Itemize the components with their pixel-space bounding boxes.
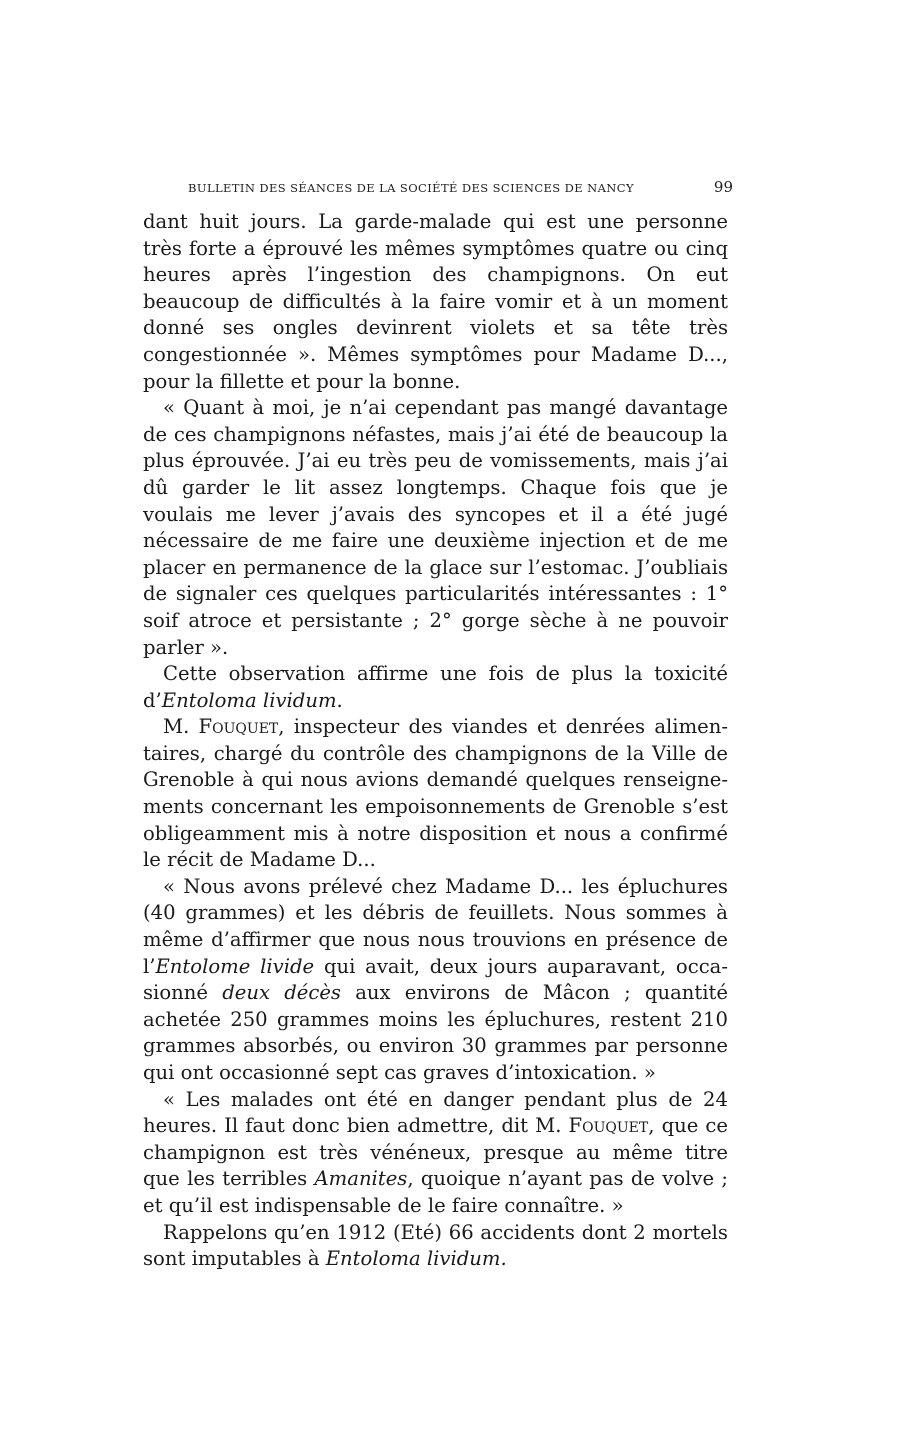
running-header [188, 178, 733, 196]
paragraph-3 [143, 661, 728, 714]
running-title: BULLETIN DES SÉANCES DE LA SOCIÉTÉ DES SCIENCES DE NANCY [188, 181, 634, 195]
paragraph-5-text-c: aux environs de Mâcon ; quantité achetée 250 grammes moins les épluchures, restent 210 grammes absorbés, ou environ 30 grammes par personne qui ont occasionné sept cas graves d’intoxication. » [143, 981, 728, 1084]
paragraph-6-text-a: « Les malades ont été en danger pendant plus de 24 heures. Il faut donc bien admettre, dit M. [143, 1087, 728, 1138]
paragraph-3-text: Cette observation affirme une fois de plus la toxicité d’ [143, 662, 728, 712]
paragraph-6-text-b: , que ce champignon est très vénéneux, presque au même titre que les terribles [143, 1114, 728, 1191]
page-body [143, 209, 728, 1273]
paragraph-4-text-a: M. [163, 715, 199, 739]
paragraph-4 [143, 714, 728, 874]
paragraph-6 [143, 1087, 728, 1220]
person-name-smallcaps: Fouquet [198, 715, 279, 739]
paragraph-4-text-b: , inspecteur des viandes et denrées alimentaires, chargé du contrôle des champignons de la Ville de Grenoble à qui nous avions demandé quelques renseignements concernant les empoisonnements de Grenoble s’est obligeamment mis à notre disposition et nous a confirmé le récit de Madame D... [143, 715, 728, 872]
paragraph-2-text: « Quant à moi, je n’ai cependant pas mangé davantage de ces champignons néfastes, mais j’ai été de beaucoup la plus éprouvée. J’ai eu très peu de vomissements, mais j’ai dû garder le lit assez longtemps. Chaque fois que je voulais me lever j’avais des syncopes et il a été jugé nécessaire de me faire une deuxième injection et de me placer en permanence de la glace sur l’estomac. J’oubliais de signaler ces quelques particularités intéressantes : 1° soif atroce et persistante ; 2° gorge sèche à ne pouvoir parler ». [143, 396, 728, 659]
paragraph-2 [143, 395, 728, 661]
species-name-italic: Entoloma lividum. [325, 1247, 507, 1271]
species-name-italic: Entoloma lividum. [161, 688, 343, 712]
emphasis-italic: deux décès [222, 981, 341, 1005]
paragraph-5-text-b: qui avait, deux jours auparavant, occasionné [143, 954, 728, 1005]
paragraph-5 [143, 874, 728, 1087]
person-name-smallcaps: Fouquet [568, 1114, 649, 1138]
paragraph-1 [143, 209, 728, 395]
paragraph-7-text: Rappelons qu’en 1912 (Eté) 66 accidents dont 2 mortels sont imputables à [143, 1220, 728, 1271]
paragraph-6-text-c: , quoique n’ayant pas de volve ; et qu’il est indispensable de le faire connaître. » [143, 1167, 728, 1217]
species-name-italic: Entolome livide [155, 954, 315, 978]
page-number: 99 [713, 178, 733, 196]
genus-name-italic: Amanites [314, 1167, 408, 1191]
paragraph-7 [143, 1220, 728, 1273]
paragraph-5-text-a: « Nous avons prélevé chez Madame D... les épluchures (40 grammes) et les débris de feuillets. Nous sommes à même d’affirmer que nous nous trouvions en présence de l’ [143, 874, 728, 978]
paragraph-1-text: dant huit jours. La garde-malade qui est une personne très forte a éprouvé les mêmes symptômes quatre ou cinq heures après l’ingestion des champignons. On eut beaucoup de difficultés à la faire vomir et à un moment donné ses ongles devinrent violets et sa tête très congestionnée ». Mêmes symptômes pour Madame D..., pour la fillette et pour la bonne. [143, 210, 728, 393]
